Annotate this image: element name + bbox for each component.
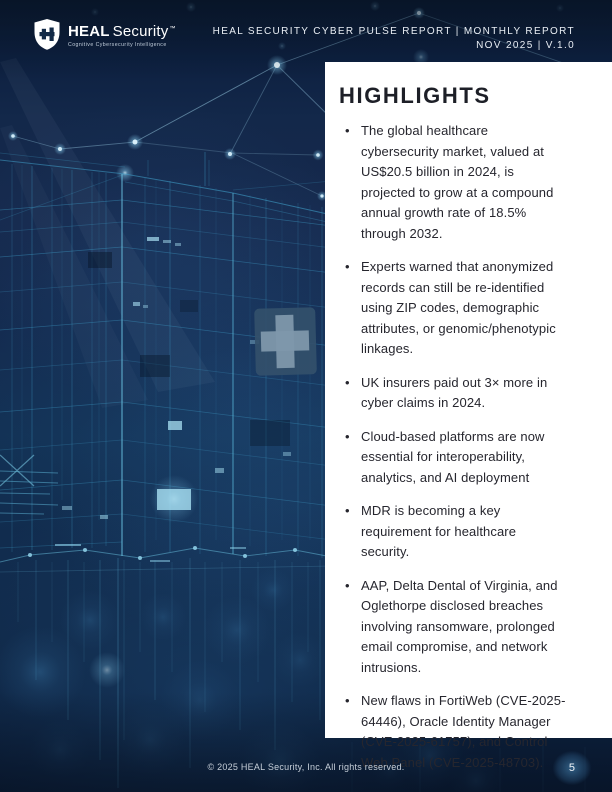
highlights-list bbox=[339, 121, 568, 773]
brand-text bbox=[68, 18, 176, 48]
brand-logo bbox=[33, 18, 176, 51]
brand-tagline: Cognitive Cybersecurity Intelligence bbox=[68, 42, 167, 48]
copyright-text: © 2025 HEAL Security, Inc. All rights reserved. bbox=[207, 762, 405, 772]
brand-name bbox=[68, 22, 176, 39]
report-title bbox=[213, 25, 575, 52]
shield-logo-icon bbox=[33, 18, 61, 51]
highlight-item: • New flaws in FortiWeb (CVE-2025-64446), Oracle Identity Manager (CVE-2025-61757), and Control Web Panel (CVE-2025-48703). bbox=[339, 691, 568, 773]
highlight-item: • AAP, Delta Dental of Virginia, and Oglethorpe disclosed breaches involving ransomware, prolonged email compromise, and network intrusions. bbox=[339, 576, 568, 679]
highlight-item: • UK insurers paid out 3× more in cyber claims in 2024. bbox=[339, 373, 568, 414]
brand-name-bold: HEAL bbox=[68, 23, 110, 40]
highlight-item: • Experts warned that anonymized records can still be re-identified using ZIP codes, demographic attributes, or genomic/phenotypic linkages. bbox=[339, 257, 568, 360]
brand-name-regular: Security bbox=[112, 23, 169, 40]
highlight-item: • Cloud-based platforms are now essential for interoperability, analytics, and AI deployment bbox=[339, 427, 568, 489]
page-number: 5 bbox=[568, 762, 575, 774]
report-title-line2: NOV 2025 | V.1.0 bbox=[476, 39, 575, 51]
highlights-title: HIGHLIGHTS bbox=[339, 83, 491, 108]
report-title-line1: HEAL SECURITY CYBER PULSE REPORT | MONTHLY REPORT bbox=[212, 26, 575, 37]
trademark-symbol: ™ bbox=[169, 26, 176, 32]
medical-cross-sign bbox=[254, 307, 317, 376]
highlights-panel bbox=[325, 62, 612, 770]
highlight-item: • The global healthcare cybersecurity market, valued at US$20.5 billion in 2024, is projected to grow at a compound annual growth rate of 18.5% through 2032. bbox=[339, 121, 568, 244]
highlight-item: • MDR is becoming a key requirement for healthcare security. bbox=[339, 501, 568, 563]
page-header bbox=[0, 0, 612, 62]
